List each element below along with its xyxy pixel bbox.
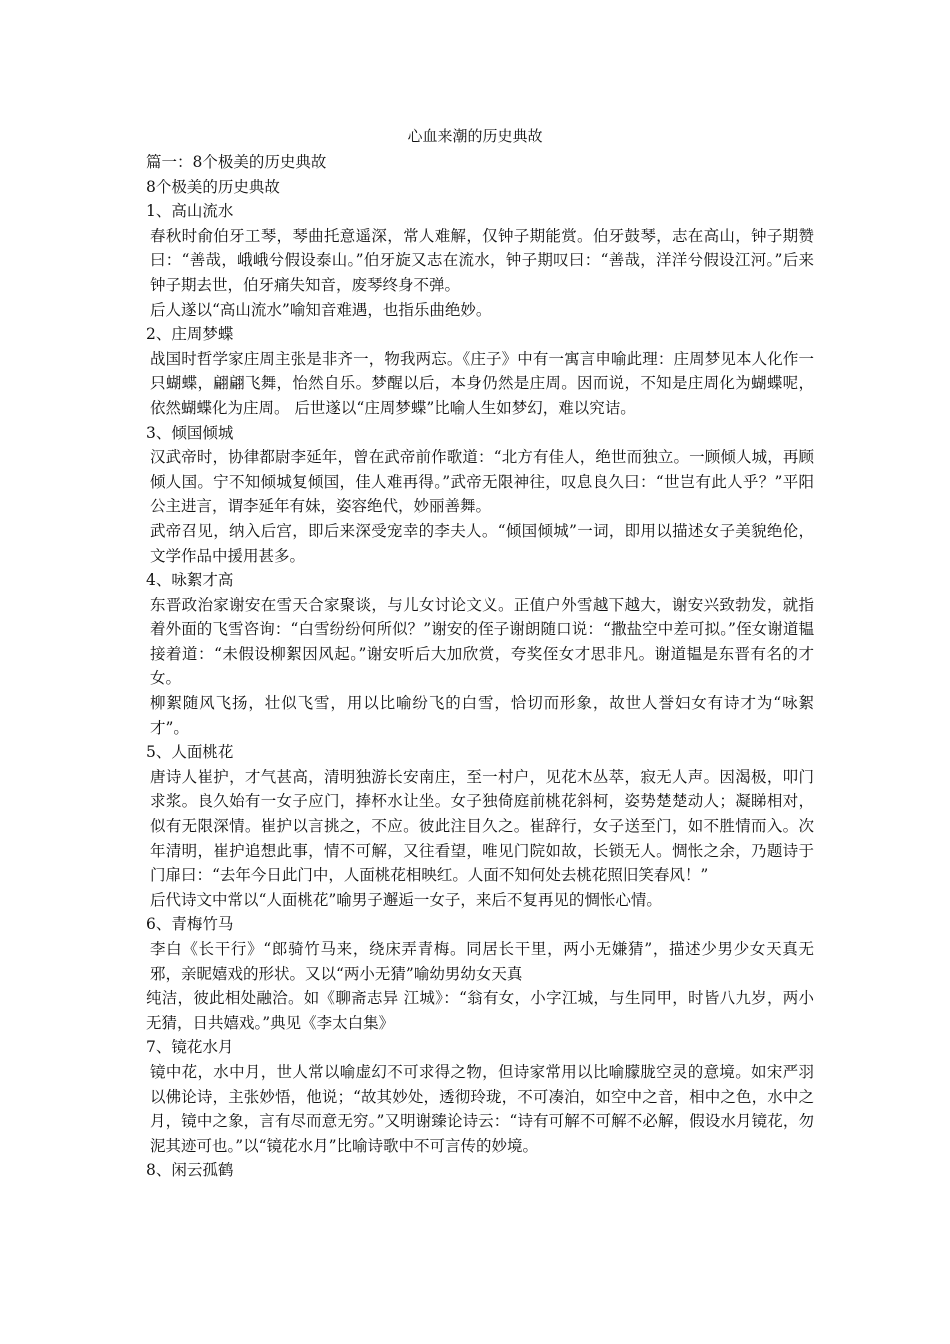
document-body: [146, 150, 814, 1183]
item-heading-6: 6、青梅竹马: [146, 915, 234, 934]
section-heading: 8个极美的历史典故: [146, 177, 280, 196]
item-heading-2: 2、庄周梦蝶: [146, 325, 234, 344]
paragraph: 镜中花，水中月，世人常以喻虚幻不可求得之物，但诗家常用以比喻朦胧空灵的意境。如宋严羽以佛论诗，主张妙悟，他说；“故其妙处，透彻玲珑，不可凑泊，如空中之音，相中之色，水中之月，镜中之象，言有尽而意无穷。”又明谢臻论诗云：“诗有可解不可解不必解，假设水月镜花，勿泥其迹可也。”以“镜花水月”比喻诗歌中不可言传的妙境。: [150, 1062, 814, 1155]
paragraph: 战国时哲学家庄周主张是非齐一，物我两忘。《庄子》中有一寓言申喻此理：庄周梦见本人化作一只蝴蝶，翩翩飞舞，怡然自乐。梦醒以后，本身仍然是庄周。因而说，不知是庄周化为蝴蝶呢，依然蝴蝶化为庄周。 后世遂以“庄周梦蝶”比喻人生如梦幻，难以究诘。: [150, 349, 814, 417]
document-title: 心血来潮的历史典故: [407, 127, 543, 145]
item-heading-8: 8、闲云孤鹤: [146, 1161, 234, 1180]
paragraph: 武帝召见，纳入后宫，即后来深受宠幸的李夫人。“倾国倾城”一词，即用以描述女子美貌绝伦，文学作品中援用甚多。: [150, 521, 814, 565]
paragraph: 春秋时俞伯牙工琴，琴曲托意遥深，常人难解，仅钟子期能赏。伯牙鼓琴，志在高山，钟子期赞曰：“善哉，峨峨兮假设泰山。”伯牙旋又志在流水，钟子期叹曰：“善哉，洋洋兮假设江河。”后来钟子期去世，伯牙痛失知音，废琴终身不弹。: [150, 226, 814, 294]
item-heading-5: 5、人面桃花: [146, 743, 234, 762]
subtitle-line: 篇一：8个极美的历史典故: [146, 153, 327, 171]
item-heading-4: 4、咏絮才高: [146, 571, 234, 590]
paragraph: 李白《长干行》“郎骑竹马来，绕床弄青梅。同居长干里，两小无嫌猜”，描述少男少女天真无邪，亲昵嬉戏的形状。又以“两小无猜”喻幼男幼女天真: [150, 940, 814, 983]
paragraph: 汉武帝时，协律都尉李延年，曾在武帝前作歌道：“北方有佳人，绝世而独立。一顾倾人城，再顾倾人国。宁不知倾城复倾国，佳人难再得。”武帝无限神往，叹息良久曰：“世岂有此人乎？”平阳公主进言，谓李延年有妹，姿容绝代，妙丽善舞。: [150, 448, 814, 516]
paragraph: 东晋政治家谢安在雪天合家聚谈，与儿女讨论文义。正值户外雪越下越大，谢安兴致勃发，就指着外面的飞雪咨询：“白雪纷纷何所似？”谢安的侄子谢朗随口说：“撒盐空中差可拟。”侄女谢道韫接着道：“未假设柳絮因风起。”谢安听后大加欣赏，夸奖侄女才思非凡。谢道韫是东晋有名的才女。: [150, 595, 814, 688]
paragraph: 纯洁，彼此相处融洽。如《聊斋志异 江城》：“翁有女，小字江城，与生同甲，时皆八九岁，两小无猜，日共嬉戏。”典见《李太白集》: [146, 989, 814, 1032]
paragraph: 唐诗人崔护，才气甚高，清明独游长安南庄，至一村户，见花木丛萃，寂无人声。因渴极，叩门求浆。良久始有一女子应门，捧杯水让坐。女子独倚庭前桃花斜柯，姿势楚楚动人；凝睇相对，似有无限深情。崔护以言挑之，不应。彼此注目久之。崔辞行，女子送至门，如不胜情而入。次年清明，崔护追想此事，情不可解，又往看望，唯见门院如故，长锁无人。惆怅之余，乃题诗于门扉曰：“去年今日此门中，人面桃花相映红。人面不知何处去桃花照旧笑春风！”: [150, 767, 814, 885]
item-heading-3: 3、倾国倾城: [146, 423, 234, 442]
item-heading-7: 7、镜花水月: [146, 1038, 234, 1057]
paragraph: 柳絮随风飞扬，壮似飞雪，用以比喻纷飞的白雪，恰切而形象，故世人誉妇女有诗才为“咏絮才”。: [150, 694, 814, 737]
item-heading-1: 1、高山流水: [146, 202, 234, 221]
paragraph: 后代诗文中常以“人面桃花”喻男子邂逅一女子，来后不复再见的惆怅心情。: [150, 890, 662, 909]
paragraph: 后人遂以“高山流水”喻知音难遇，也指乐曲绝妙。: [150, 300, 492, 319]
